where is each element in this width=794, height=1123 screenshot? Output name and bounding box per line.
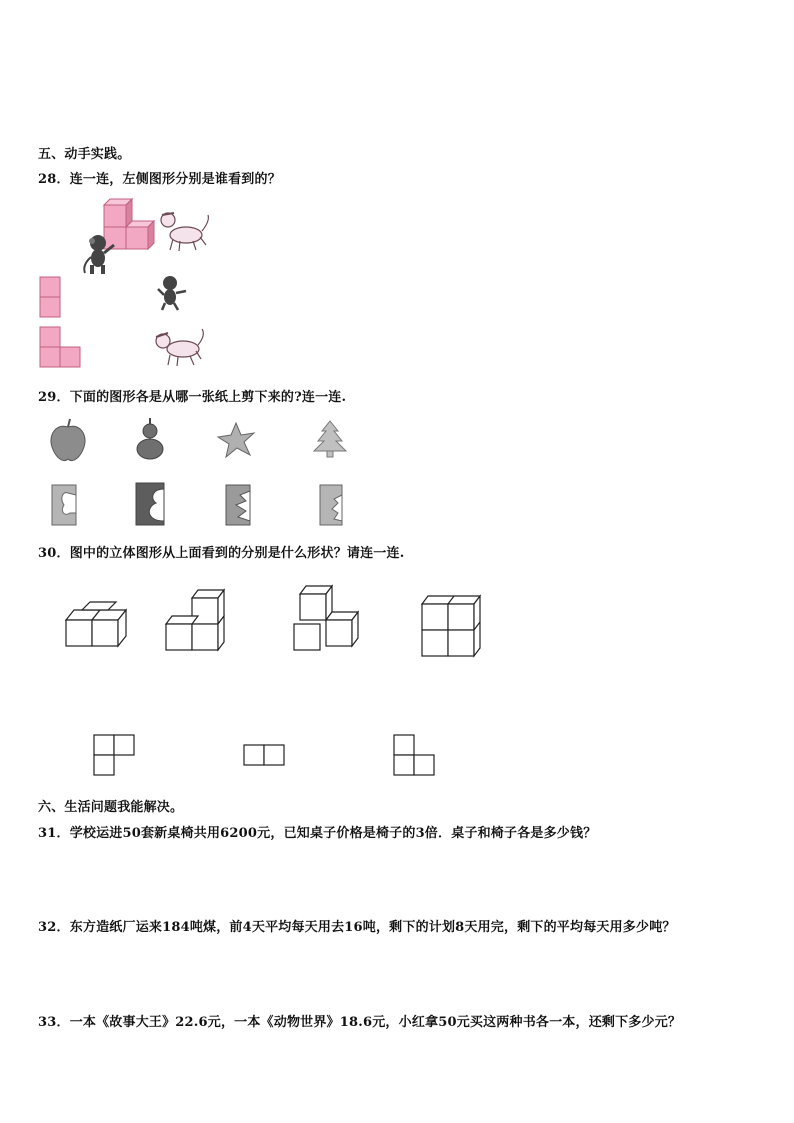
q28-figure [38, 195, 238, 370]
question-33: 33．一本《故事大王》22.6元，一本《动物世界》18.6元，小红拿50元买这两种书各一本，还剩下多少元？ [38, 1015, 682, 1030]
q29-flower-shape [218, 423, 254, 457]
q29-gourd-shape [137, 418, 163, 459]
q30-figure [60, 580, 500, 780]
q28-shape-l-three [40, 327, 80, 367]
q29-paper-flower-hole [226, 485, 250, 525]
q29-paper-gourd-hole [136, 483, 164, 525]
q30-solid-d [422, 596, 480, 656]
question-28: 28．连一连，左侧图形分别是谁看到的？ [38, 172, 281, 187]
section-6-heading: 六、生活问题我能解决。 [38, 800, 184, 815]
q28-shape-vertical-two [40, 277, 60, 317]
q29-tree-shape [314, 421, 346, 457]
q29-paper-tree-hole [320, 485, 342, 525]
q28-pink-cube-stack [104, 199, 154, 249]
q30-solid-c [294, 586, 358, 650]
question-29: 29．下面的图形各是从哪一张纸上剪下来的?连一连. [38, 390, 347, 405]
q29-paper-apple-hole [52, 485, 76, 525]
q28-monkey-icon [158, 276, 186, 310]
q28-dog-viewer-icon [161, 213, 208, 251]
q29-apple-shape [51, 419, 85, 461]
q30-topview-l-up [94, 735, 134, 775]
question-32: 32．东方造纸厂运来184吨煤，前4天平均每天用去16吨，剩下的计划8天用完，剩下的平均每天用多少吨？ [38, 920, 676, 935]
q30-topview-l-down [394, 735, 434, 775]
q30-solid-b [166, 590, 224, 650]
q28-dog-icon [156, 329, 203, 366]
q29-figure [38, 415, 368, 530]
question-31: 31．学校运进50套新桌椅共用6200元，已知桌子价格是椅子的3倍．桌子和椅子各是多少钱？ [38, 826, 597, 841]
q30-solid-a [66, 602, 126, 646]
question-30: 30．图中的立体图形从上面看到的分别是什么形状？请连一连. [38, 546, 405, 561]
q30-topview-two [244, 745, 284, 765]
section-5-heading: 五、动手实践。 [38, 147, 131, 162]
